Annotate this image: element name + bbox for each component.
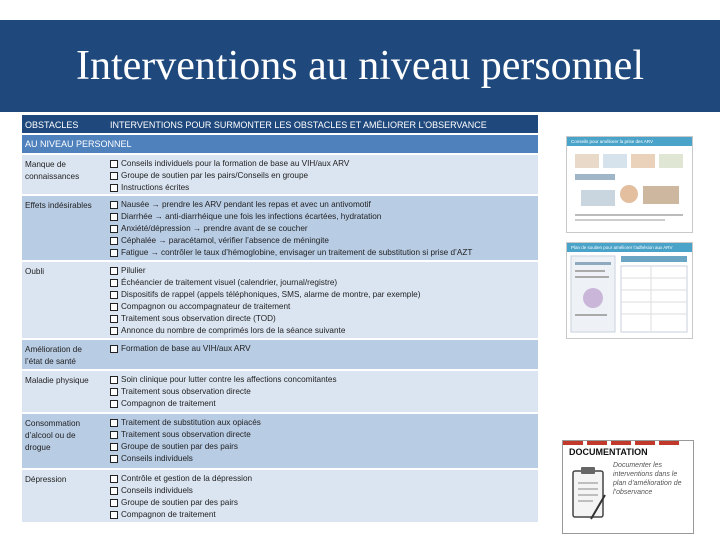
list-item: Échéancier de traitement visuel (calendrier, journal/registre) (110, 277, 534, 289)
checkbox-icon (110, 267, 118, 275)
obstacle-label: Oubli (25, 267, 45, 276)
checkbox-icon (110, 475, 118, 483)
checkbox-icon (110, 291, 118, 299)
header-obstacles: OBSTACLES (25, 120, 79, 130)
intervention-list (110, 343, 534, 355)
intervention-list (110, 158, 534, 194)
checkbox-icon (110, 400, 118, 408)
checkbox-icon (110, 225, 118, 233)
checkbox-icon (110, 345, 118, 353)
documentation-text: Documenter les interventions dans le plan d’amélioration de l’observance (613, 462, 682, 496)
obstacle-label: Amélioration de l’état de santé (25, 345, 82, 366)
form-icon (567, 252, 692, 337)
checkbox-icon (110, 303, 118, 311)
obstacle-label: Manque de connaissances (25, 160, 80, 181)
checkbox-icon (110, 327, 118, 335)
documentation-title: DOCUMENTATION (569, 447, 648, 457)
checkbox-icon (110, 315, 118, 323)
list-item: Traitement de substitution aux opiacés (110, 417, 534, 429)
obstacle-label: Effets indésirables (25, 201, 92, 210)
checkbox-icon (110, 487, 118, 495)
list-item: Instructions écrites (110, 182, 534, 194)
obstacle-label: Dépression (25, 475, 67, 484)
checkbox-icon (110, 172, 118, 180)
checkbox-icon (110, 511, 118, 519)
list-item: Contrôle et gestion de la dépression (110, 473, 534, 485)
list-item: Formation de base au VIH/aux ARV (110, 343, 534, 355)
checkbox-icon (110, 388, 118, 396)
list-item: Groupe de soutien par des pairs (110, 497, 534, 509)
list-item: Annonce du nombre de comprimés lors de la séance suivante (110, 325, 534, 337)
table-row (22, 155, 538, 194)
table-row (22, 371, 538, 412)
checkbox-icon (110, 376, 118, 384)
checkbox-icon (110, 279, 118, 287)
list-item: Fatigue → contrôler le taux d’hémoglobine, envisager un traitement de substitution si prise d’AZT (110, 247, 534, 259)
intervention-list (110, 265, 534, 337)
support-plan-thumbnail (566, 242, 693, 339)
list-item: Conseils individuels (110, 453, 534, 465)
checkbox-icon (110, 201, 118, 209)
intervention-list (110, 374, 534, 410)
list-item: Nausée → prendre les ARV pendant les repas et avec un antivomotif (110, 199, 534, 211)
table-row (22, 470, 538, 522)
list-item: Compagnon de traitement (110, 398, 534, 410)
checkbox-icon (110, 431, 118, 439)
list-item: Compagnon de traitement (110, 509, 534, 521)
list-item: Soin clinique pour lutter contre les affections concomitantes (110, 374, 534, 386)
intervention-list (110, 199, 534, 259)
list-item: Céphalée → paracétamol, vérifier l’absence de méningite (110, 235, 534, 247)
checkbox-icon (110, 499, 118, 507)
list-item: Dispositifs de rappel (appels téléphoniques, SMS, alarme de montre, par exemple) (110, 289, 534, 301)
section-header: AU NIVEAU PERSONNEL (22, 135, 538, 153)
illustration-icon (567, 146, 692, 231)
table-header (22, 115, 538, 133)
checkbox-icon (110, 419, 118, 427)
clipboard-icon (569, 465, 609, 525)
checkbox-icon (110, 249, 118, 257)
list-item: Conseils individuels (110, 485, 534, 497)
obstacle-label: Consommation d’alcool ou de drogue (25, 419, 81, 452)
checkbox-icon (110, 160, 118, 168)
list-item: Conseils individuels pour la formation de base au VIH/aux ARV (110, 158, 534, 170)
list-item: Anxiété/dépression → prendre avant de se coucher (110, 223, 534, 235)
list-item: Groupe de soutien par des pairs (110, 441, 534, 453)
table-row (22, 196, 538, 260)
header-interventions: INTERVENTIONS POUR SURMONTER LES OBSTACLES ET AMÉLIORER L’OBSERVANCE (110, 120, 487, 130)
decorative-stripe-icon (563, 441, 693, 445)
table-row (22, 340, 538, 369)
list-item: Compagnon ou accompagnateur de traitement (110, 301, 534, 313)
title-bar (0, 20, 720, 112)
interventions-table (22, 115, 538, 522)
list-item: Pilulier (110, 265, 534, 277)
checkbox-icon (110, 455, 118, 463)
list-item: Traitement sous observation directe (110, 386, 534, 398)
checkbox-icon (110, 443, 118, 451)
list-item: Groupe de soutien par les pairs/Conseils en groupe (110, 170, 534, 182)
list-item: Traitement sous observation directe (TOD) (110, 313, 534, 325)
intervention-list (110, 473, 534, 521)
checkbox-icon (110, 213, 118, 221)
obstacle-label: Maladie physique (25, 376, 89, 385)
adherence-tips-thumbnail (566, 136, 693, 233)
thumbnail-header: Plan de soutien pour améliorer l’adhésion aux ARV (567, 243, 692, 252)
table-row (22, 262, 538, 338)
list-item: Traitement sous observation directe (110, 429, 534, 441)
documentation-card (562, 440, 694, 534)
list-item: Diarrhée → anti-diarrhéique une fois les infections écartées, hydratation (110, 211, 534, 223)
intervention-list (110, 417, 534, 465)
checkbox-icon (110, 237, 118, 245)
thumbnail-header: Conseils pour améliorer la prise des ARV (567, 137, 692, 146)
slide-title: Interventions au niveau personnel (76, 43, 644, 89)
table-row (22, 414, 538, 468)
checkbox-icon (110, 184, 118, 192)
